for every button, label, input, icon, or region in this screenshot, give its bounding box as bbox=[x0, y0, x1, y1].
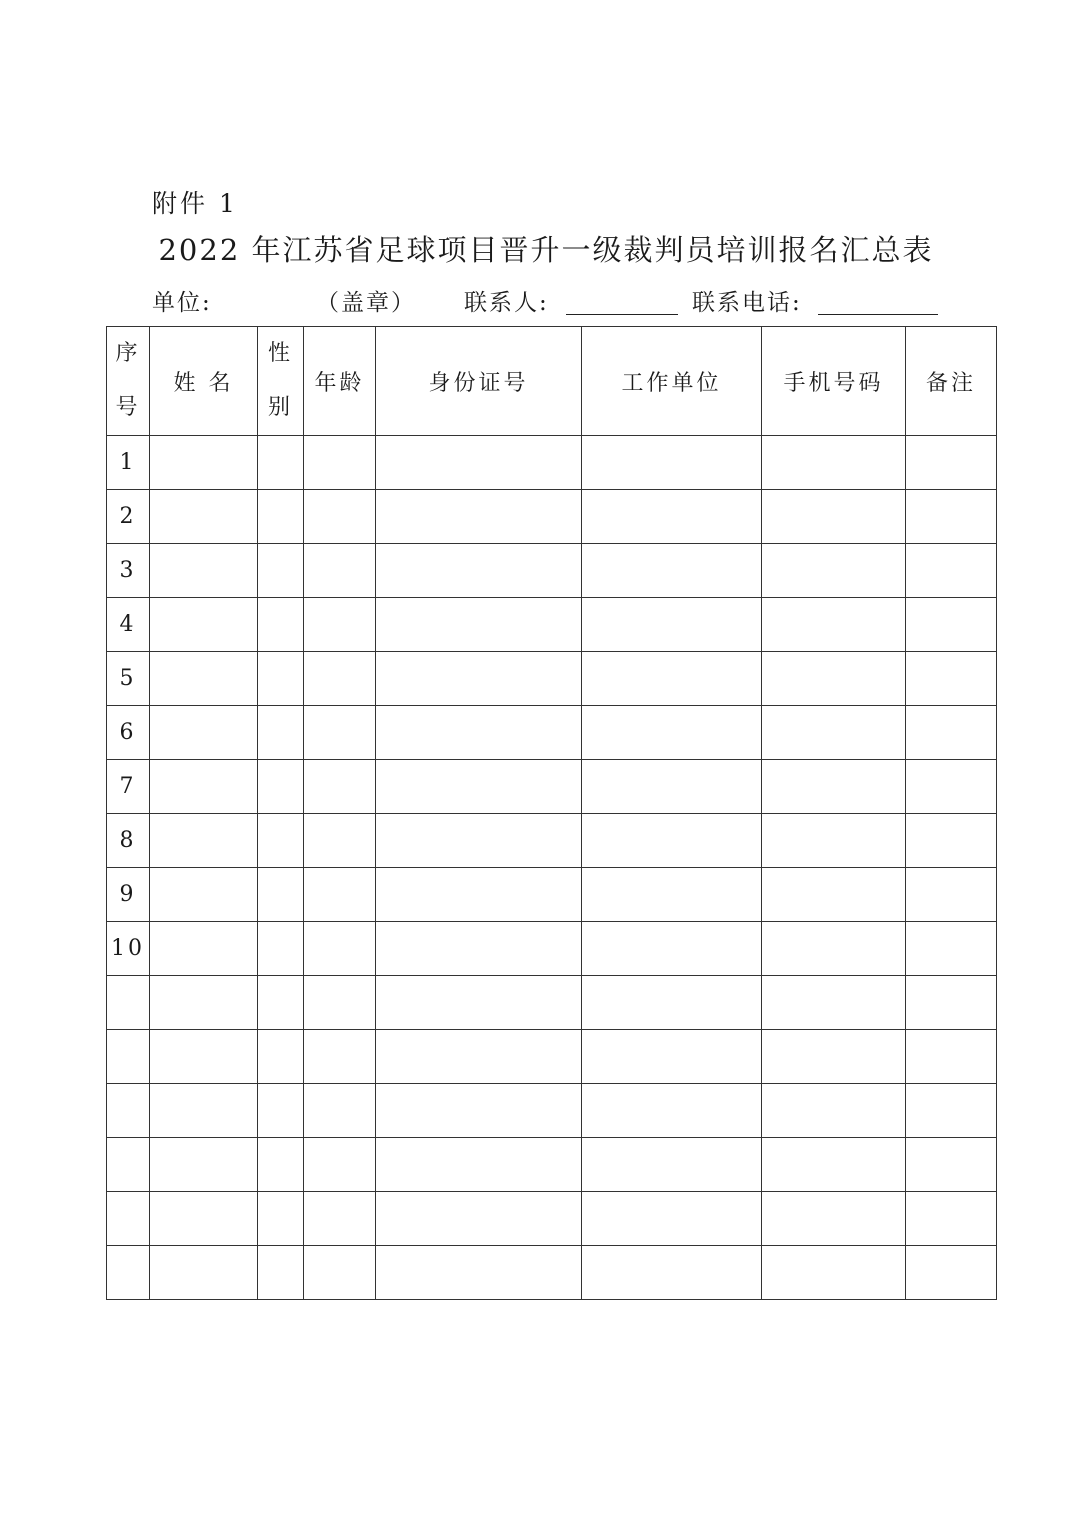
row-number: 5 bbox=[107, 652, 150, 706]
table-row bbox=[107, 598, 997, 652]
remarks-cell[interactable] bbox=[906, 1138, 997, 1192]
name-cell[interactable] bbox=[150, 868, 258, 922]
row-number: 10 bbox=[107, 922, 150, 976]
table-row bbox=[107, 868, 997, 922]
row-number bbox=[107, 1084, 150, 1138]
row-number: 6 bbox=[107, 706, 150, 760]
age-cell[interactable] bbox=[304, 436, 376, 490]
name-cell[interactable] bbox=[150, 1030, 258, 1084]
phone-blank[interactable] bbox=[818, 314, 938, 315]
mobile-cell[interactable] bbox=[762, 922, 906, 976]
mobile-cell[interactable] bbox=[762, 598, 906, 652]
table-row bbox=[107, 1084, 997, 1138]
name-cell[interactable] bbox=[150, 490, 258, 544]
mobile-cell[interactable] bbox=[762, 814, 906, 868]
mobile-cell[interactable] bbox=[762, 868, 906, 922]
gender-cell[interactable] bbox=[258, 1138, 304, 1192]
age-cell[interactable] bbox=[304, 652, 376, 706]
table-row bbox=[107, 706, 997, 760]
table-row bbox=[107, 760, 997, 814]
gender-cell[interactable] bbox=[258, 706, 304, 760]
gender-cell[interactable] bbox=[258, 652, 304, 706]
seal-label: （盖章） bbox=[316, 290, 416, 316]
remarks-cell[interactable] bbox=[906, 1084, 997, 1138]
work-unit-cell[interactable] bbox=[582, 544, 762, 598]
header-gender: 性 别 bbox=[258, 327, 304, 436]
id-number-cell[interactable] bbox=[376, 706, 582, 760]
remarks-cell[interactable] bbox=[906, 1246, 997, 1300]
remarks-cell[interactable] bbox=[906, 814, 997, 868]
id-number-cell[interactable] bbox=[376, 976, 582, 1030]
table-row bbox=[107, 922, 997, 976]
header-row bbox=[107, 327, 997, 436]
form-title: 2022 年江苏省足球项目晋升一级裁判员培训报名汇总表 bbox=[158, 233, 934, 267]
age-cell[interactable] bbox=[304, 544, 376, 598]
header-mobile: 手机号码 bbox=[762, 327, 906, 436]
header-age: 年龄 bbox=[304, 327, 376, 436]
mobile-cell[interactable] bbox=[762, 436, 906, 490]
age-cell[interactable] bbox=[304, 976, 376, 1030]
mobile-cell[interactable] bbox=[762, 652, 906, 706]
id-number-cell[interactable] bbox=[376, 922, 582, 976]
table-row bbox=[107, 814, 997, 868]
table-row bbox=[107, 490, 997, 544]
table-row bbox=[107, 436, 997, 490]
attachment-label: 附件 1 bbox=[152, 189, 238, 218]
row-number: 8 bbox=[107, 814, 150, 868]
gender-cell[interactable] bbox=[258, 436, 304, 490]
gender-cell[interactable] bbox=[258, 1192, 304, 1246]
id-number-cell[interactable] bbox=[376, 544, 582, 598]
name-cell[interactable] bbox=[150, 760, 258, 814]
age-cell[interactable] bbox=[304, 490, 376, 544]
contact-label: 联系人: bbox=[464, 290, 549, 316]
work-unit-cell[interactable] bbox=[582, 598, 762, 652]
row-number: 3 bbox=[107, 544, 150, 598]
remarks-cell[interactable] bbox=[906, 922, 997, 976]
name-cell[interactable] bbox=[150, 436, 258, 490]
age-cell[interactable] bbox=[304, 598, 376, 652]
id-number-cell[interactable] bbox=[376, 1192, 582, 1246]
age-cell[interactable] bbox=[304, 1192, 376, 1246]
id-number-cell[interactable] bbox=[376, 598, 582, 652]
id-number-cell[interactable] bbox=[376, 1084, 582, 1138]
table-row bbox=[107, 1246, 997, 1300]
name-cell[interactable] bbox=[150, 706, 258, 760]
remarks-cell[interactable] bbox=[906, 1192, 997, 1246]
name-cell[interactable] bbox=[150, 1084, 258, 1138]
age-cell[interactable] bbox=[304, 922, 376, 976]
gender-cell[interactable] bbox=[258, 598, 304, 652]
name-cell[interactable] bbox=[150, 598, 258, 652]
header-remarks: 备注 bbox=[906, 327, 997, 436]
gender-cell[interactable] bbox=[258, 1084, 304, 1138]
row-number bbox=[107, 1246, 150, 1300]
row-number: 9 bbox=[107, 868, 150, 922]
gender-cell[interactable] bbox=[258, 1030, 304, 1084]
header-name: 姓 名 bbox=[150, 327, 258, 436]
remarks-cell[interactable] bbox=[906, 976, 997, 1030]
remarks-cell[interactable] bbox=[906, 868, 997, 922]
mobile-cell[interactable] bbox=[762, 1084, 906, 1138]
row-number: 4 bbox=[107, 598, 150, 652]
mobile-cell[interactable] bbox=[762, 1192, 906, 1246]
work-unit-cell[interactable] bbox=[582, 1192, 762, 1246]
id-number-cell[interactable] bbox=[376, 652, 582, 706]
age-cell[interactable] bbox=[304, 706, 376, 760]
id-number-cell[interactable] bbox=[376, 760, 582, 814]
id-number-cell[interactable] bbox=[376, 1246, 582, 1300]
id-number-cell[interactable] bbox=[376, 1030, 582, 1084]
registration-table bbox=[106, 326, 997, 1300]
row-number: 2 bbox=[107, 490, 150, 544]
phone-label: 联系电话: bbox=[692, 290, 802, 316]
id-number-cell[interactable] bbox=[376, 490, 582, 544]
name-cell[interactable] bbox=[150, 1246, 258, 1300]
remarks-cell[interactable] bbox=[906, 1030, 997, 1084]
remarks-cell[interactable] bbox=[906, 490, 997, 544]
age-cell[interactable] bbox=[304, 760, 376, 814]
age-cell[interactable] bbox=[304, 1246, 376, 1300]
row-number bbox=[107, 1030, 150, 1084]
age-cell[interactable] bbox=[304, 1138, 376, 1192]
gender-cell[interactable] bbox=[258, 868, 304, 922]
remarks-cell[interactable] bbox=[906, 652, 997, 706]
mobile-cell[interactable] bbox=[762, 490, 906, 544]
mobile-cell[interactable] bbox=[762, 1246, 906, 1300]
row-number: 7 bbox=[107, 760, 150, 814]
header-seq: 序 号 bbox=[107, 327, 150, 436]
name-cell[interactable] bbox=[150, 814, 258, 868]
gender-cell[interactable] bbox=[258, 1246, 304, 1300]
work-unit-cell[interactable] bbox=[582, 1138, 762, 1192]
age-cell[interactable] bbox=[304, 814, 376, 868]
mobile-cell[interactable] bbox=[762, 1138, 906, 1192]
work-unit-cell[interactable] bbox=[582, 814, 762, 868]
gender-cell[interactable] bbox=[258, 922, 304, 976]
work-unit-cell[interactable] bbox=[582, 1030, 762, 1084]
age-cell[interactable] bbox=[304, 868, 376, 922]
id-number-cell[interactable] bbox=[376, 868, 582, 922]
gender-cell[interactable] bbox=[258, 814, 304, 868]
header-id-number: 身份证号 bbox=[376, 327, 582, 436]
gender-cell[interactable] bbox=[258, 760, 304, 814]
gender-cell[interactable] bbox=[258, 490, 304, 544]
table-row bbox=[107, 976, 997, 1030]
gender-cell[interactable] bbox=[258, 976, 304, 1030]
name-cell[interactable] bbox=[150, 1138, 258, 1192]
contact-blank[interactable] bbox=[566, 314, 678, 315]
name-cell[interactable] bbox=[150, 652, 258, 706]
remarks-cell[interactable] bbox=[906, 706, 997, 760]
id-number-cell[interactable] bbox=[376, 814, 582, 868]
gender-cell[interactable] bbox=[258, 544, 304, 598]
table-row bbox=[107, 1138, 997, 1192]
remarks-cell[interactable] bbox=[906, 760, 997, 814]
work-unit-cell[interactable] bbox=[582, 436, 762, 490]
age-cell[interactable] bbox=[304, 1030, 376, 1084]
header-work-unit: 工作单位 bbox=[582, 327, 762, 436]
id-number-cell[interactable] bbox=[376, 1138, 582, 1192]
table-row bbox=[107, 652, 997, 706]
name-cell[interactable] bbox=[150, 976, 258, 1030]
work-unit-cell[interactable] bbox=[582, 868, 762, 922]
mobile-cell[interactable] bbox=[762, 1030, 906, 1084]
table-row bbox=[107, 544, 997, 598]
row-number bbox=[107, 1192, 150, 1246]
work-unit-cell[interactable] bbox=[582, 760, 762, 814]
table-row bbox=[107, 1192, 997, 1246]
table-row bbox=[107, 1030, 997, 1084]
work-unit-cell[interactable] bbox=[582, 1246, 762, 1300]
row-number: 1 bbox=[107, 436, 150, 490]
mobile-cell[interactable] bbox=[762, 760, 906, 814]
mobile-cell[interactable] bbox=[762, 706, 906, 760]
name-cell[interactable] bbox=[150, 922, 258, 976]
unit-label: 单位: bbox=[152, 290, 212, 316]
name-cell[interactable] bbox=[150, 1192, 258, 1246]
age-cell[interactable] bbox=[304, 1084, 376, 1138]
mobile-cell[interactable] bbox=[762, 976, 906, 1030]
remarks-cell[interactable] bbox=[906, 436, 997, 490]
work-unit-cell[interactable] bbox=[582, 922, 762, 976]
row-number bbox=[107, 1138, 150, 1192]
name-cell[interactable] bbox=[150, 544, 258, 598]
work-unit-cell[interactable] bbox=[582, 706, 762, 760]
id-number-cell[interactable] bbox=[376, 436, 582, 490]
remarks-cell[interactable] bbox=[906, 544, 997, 598]
row-number bbox=[107, 976, 150, 1030]
mobile-cell[interactable] bbox=[762, 544, 906, 598]
work-unit-cell[interactable] bbox=[582, 490, 762, 544]
work-unit-cell[interactable] bbox=[582, 1084, 762, 1138]
info-line bbox=[152, 284, 952, 320]
work-unit-cell[interactable] bbox=[582, 652, 762, 706]
remarks-cell[interactable] bbox=[906, 598, 997, 652]
work-unit-cell[interactable] bbox=[582, 976, 762, 1030]
